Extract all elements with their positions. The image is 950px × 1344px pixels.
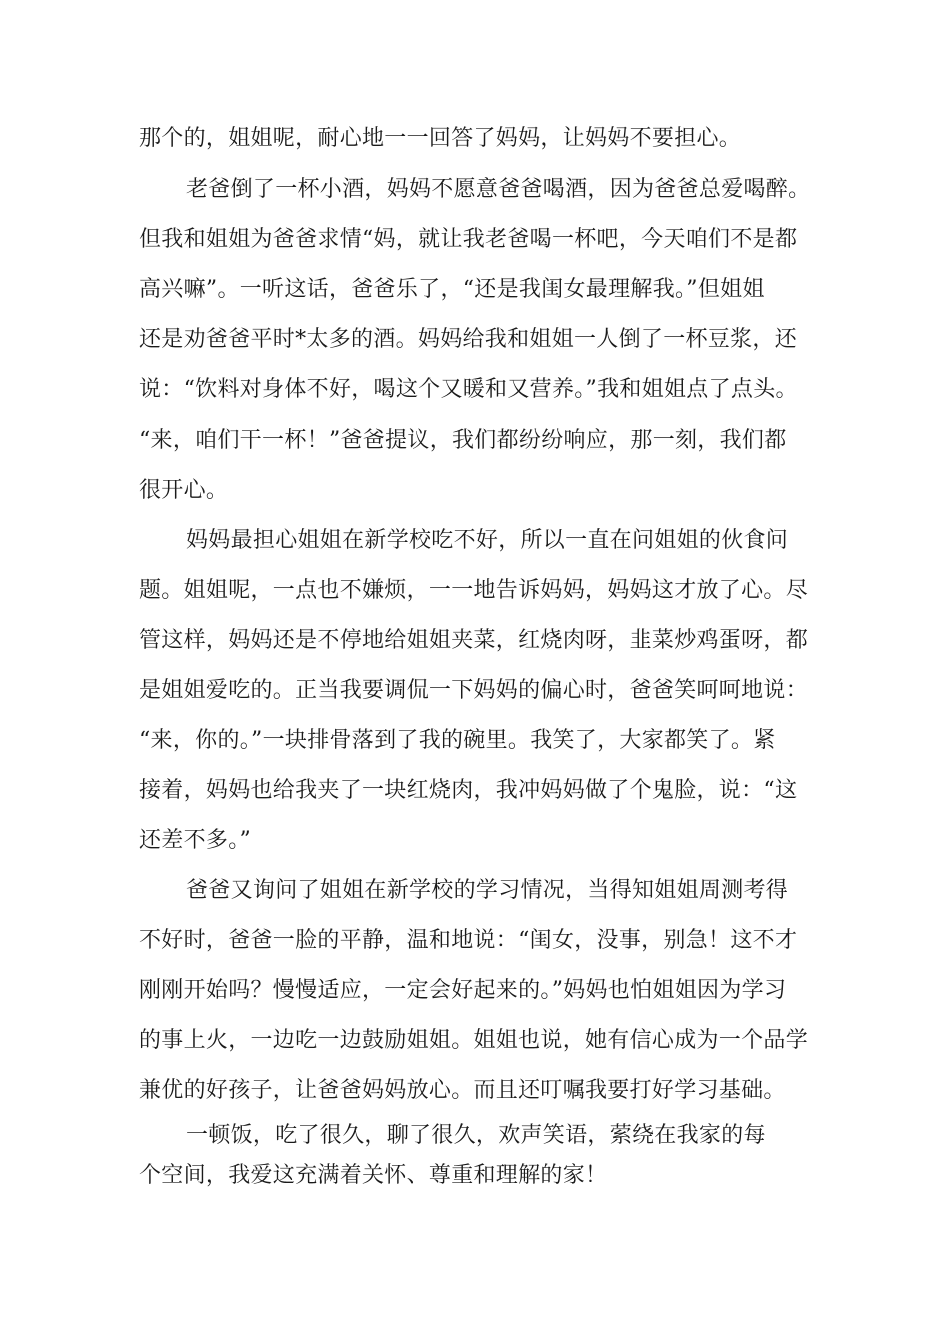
text-line: 一顿饭，吃了很久，聊了很久，欢声笑语，萦绕在我家的每 <box>186 1123 766 1148</box>
text-line: 的事上火，一边吃一边鼓励姐姐。姐姐也说，她有信心成为一个品学 <box>139 1028 809 1053</box>
text-line: 不好时，爸爸一脸的平静，温和地说：“闺女，没事，别急！这不才 <box>139 928 798 953</box>
text-line: 妈妈最担心姐姐在新学校吃不好，所以一直在问姐姐的伙食问 <box>186 528 789 553</box>
text-line: “来，咱们干一杯！”爸爸提议，我们都纷纷响应，那一刻，我们都 <box>139 428 787 453</box>
text-line: 还差不多。” <box>139 828 252 853</box>
text-line: 是姐姐爱吃的。正当我要调侃一下妈妈的偏心时，爸爸笑呵呵地说： <box>139 678 809 703</box>
text-line: 很开心。 <box>139 478 229 503</box>
text-line: 刚刚开始吗？慢慢适应，一定会好起来的。”妈妈也怕姐姐因为学习 <box>139 978 787 1003</box>
text-line: 老爸倒了一杯小酒，妈妈不愿意爸爸喝酒，因为爸爸总爱喝醉。 <box>186 177 811 202</box>
text-line: 说：“饮料对身体不好，喝这个又暖和又营养。”我和姐姐点了点头。 <box>139 377 798 402</box>
text-line: 但我和姐姐为爸爸求情“妈，就让我老爸喝一杯吧，今天咱们不是都 <box>139 227 798 252</box>
text-line: 兼优的好孩子，让爸爸妈妈放心。而且还叮嘱我要打好学习基础。 <box>139 1078 786 1103</box>
text-line: 还是劝爸爸平时*太多的酒。妈妈给我和姐姐一人倒了一杯豆浆，还 <box>139 327 798 352</box>
text-line: “来，你的。”一块排骨落到了我的碗里。我笑了，大家都笑了。紧 <box>139 728 776 753</box>
text-line: 题。姐姐呢，一点也不嫌烦，一一地告诉妈妈，妈妈这才放了心。尽 <box>139 578 809 603</box>
text-line: 管这样，妈妈还是不停地给姐姐夹菜，红烧肉呀，韭菜炒鸡蛋呀，都 <box>139 628 809 653</box>
text-line: 爸爸又询问了姐姐在新学校的学习情况，当得知姐姐周测考得 <box>186 878 789 903</box>
text-line: 那个的，姐姐呢，耐心地一一回答了妈妈，让妈妈不要担心。 <box>139 126 742 151</box>
text-line: 个空间，我爱这充满着关怀、尊重和理解的家！ <box>139 1163 608 1188</box>
text-line: 接着，妈妈也给我夹了一块红烧肉，我冲妈妈做了个鬼脸，说：“这 <box>139 778 798 803</box>
text-line: 高兴嘛”。一听这话，爸爸乐了，“还是我闺女最理解我。”但姐姐 <box>139 277 765 302</box>
